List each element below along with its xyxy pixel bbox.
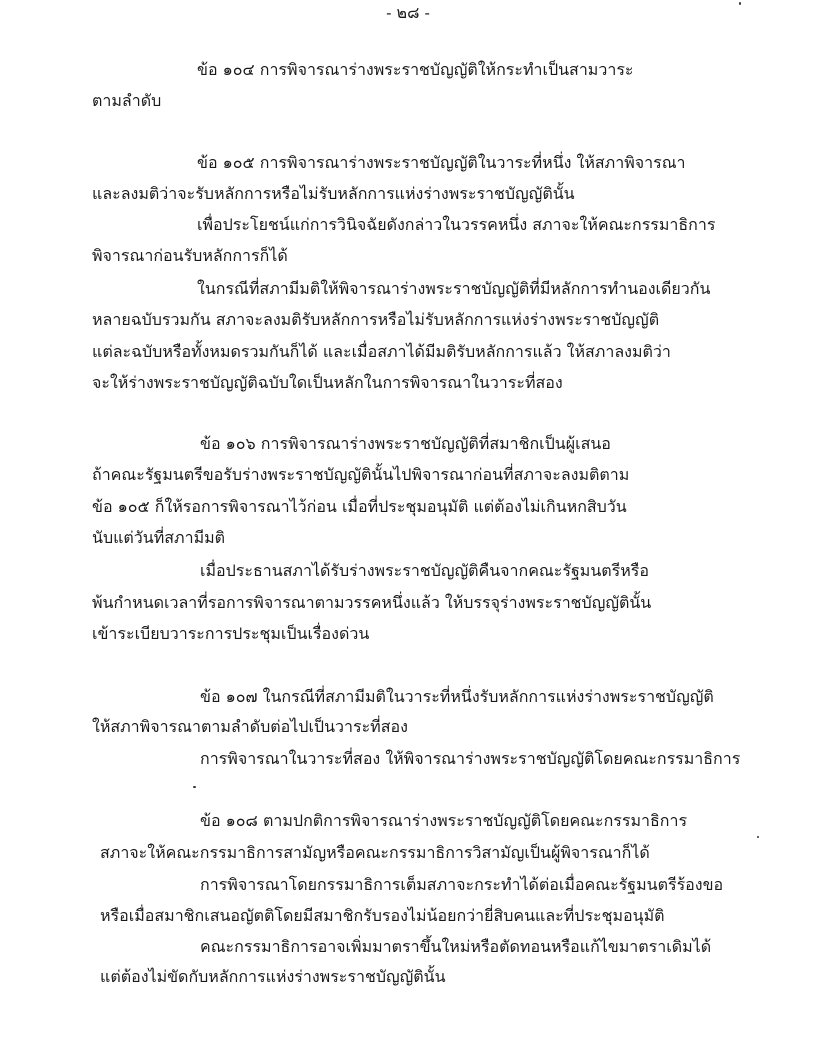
section-104-heading-line: ข้อ ๑๐๔ การพิจารณาร่างพระราชบัญญัติให้กระทำเป็นสามวาระ (197, 60, 634, 79)
section-106-line-2: ถ้าคณะรัฐมนตรีขอรับร่างพระราชบัญญัตินั้นไปพิจารณาก่อนที่สภาจะลงมติตาม (92, 465, 630, 484)
section-105-line-8: จะให้ร่างพระราชบัญญัติฉบับใดเป็นหลักในการพิจารณาในวาระที่สอง (92, 373, 563, 392)
section-108-line-2: สภาจะให้คณะกรรมาธิการสามัญหรือคณะกรรมาธิการวิสามัญเป็นผู้พิจารณาก็ได้ (100, 843, 650, 862)
section-107-line-3: การพิจารณาในวาระที่สอง ให้พิจารณาร่างพระราชบัญญัติโดยคณะกรรมาธิการ (200, 749, 741, 768)
section-108-line-3: การพิจารณาโดยกรรมาธิการเต็มสภาจะกระทำได้ต่อเมื่อคณะรัฐมนตรีร้องขอ (200, 875, 724, 894)
scan-speck (739, 2, 741, 5)
section-106-line-3: ข้อ ๑๐๕ ก็ให้รอการพิจารณาไว้ก่อน เมื่อที่ประชุมอนุมัติ แต่ต้องไม่เกินหกสิบวัน (92, 497, 627, 516)
section-107-line-2: ให้สภาพิจารณาตามลำดับต่อไปเป็นวาระที่สอง (92, 717, 408, 736)
section-107-heading-line: ข้อ ๑๐๗ ในกรณีที่สภามีมติในวาระที่หนึ่งรับหลักการแห่งร่างพระราชบัญญัติ (200, 687, 714, 706)
section-106-line-5: เมื่อประธานสภาได้รับร่างพระราชบัญญัติคืนจากคณะรัฐมนตรีหรือ (200, 561, 649, 580)
section-105-line-4: พิจารณาก่อนรับหลักการก็ได้ (92, 246, 288, 265)
section-106-line-7: เข้าระเบียบวาระการประชุมเป็นเรื่องด่วน (92, 624, 370, 643)
section-104-line-2: ตามลำดับ (92, 91, 162, 110)
section-105-line-7: แต่ละฉบับหรือทั้งหมดรวมกันก็ได้ และเมื่อสภาได้มีมติรับหลักการแล้ว ให้สภาลงมติว่า (92, 342, 671, 361)
section-108-line-5: คณะกรรมาธิการอาจเพิ่มมาตราขึ้นใหม่หรือตัดทอนหรือแก้ไขมาตราเดิมได้ (200, 937, 712, 956)
page-number: - ๒๘ - (386, 3, 430, 22)
section-106-heading-line: ข้อ ๑๐๖ การพิจารณาร่างพระราชบัญญัติที่สมาชิกเป็นผู้เสนอ (200, 434, 611, 453)
section-106-line-6: พ้นกำหนดเวลาที่รอการพิจารณาตามวรรคหนึ่งแล้ว ให้บรรจุร่างพระราชบัญญัตินั้น (92, 593, 652, 612)
scan-speck (193, 786, 196, 788)
section-105-line-6: หลายฉบับรวมกัน สภาจะลงมติรับหลักการหรือไม่รับหลักการแห่งร่างพระราชบัญญัติ (92, 310, 660, 329)
section-108-line-6: แต่ต้องไม่ขัดกับหลักการแห่งร่างพระราชบัญญัตินั้น (100, 967, 446, 986)
section-108-heading-line: ข้อ ๑๐๘ ตามปกติการพิจารณาร่างพระราชบัญญัติโดยคณะกรรมาธิการ (200, 811, 688, 830)
section-105-heading-line: ข้อ ๑๐๕ การพิจารณาร่างพระราชบัญญัติในวาระที่หนึ่ง ให้สภาพิจารณา (197, 153, 686, 172)
section-105-line-5: ในกรณีที่สภามีมติให้พิจารณาร่างพระราชบัญญัติที่มีหลักการทำนองเดียวกัน (197, 279, 711, 298)
scan-speck (757, 836, 759, 838)
section-106-line-4: นับแต่วันที่สภามีมติ (92, 528, 226, 547)
section-108-line-4: หรือเมื่อสมาชิกเสนอญัตติโดยมีสมาชิกรับรองไม่น้อยกว่ายี่สิบคนและที่ประชุมอนุมัติ (100, 906, 665, 925)
section-105-line-3: เพื่อประโยชน์แก่การวินิจฉัยดังกล่าวในวรรคหนึ่ง สภาจะให้คณะกรรมาธิการ (197, 215, 716, 234)
section-105-line-2: และลงมติว่าจะรับหลักการหรือไม่รับหลักการแห่งร่างพระราชบัญญัตินั้น (92, 184, 575, 203)
